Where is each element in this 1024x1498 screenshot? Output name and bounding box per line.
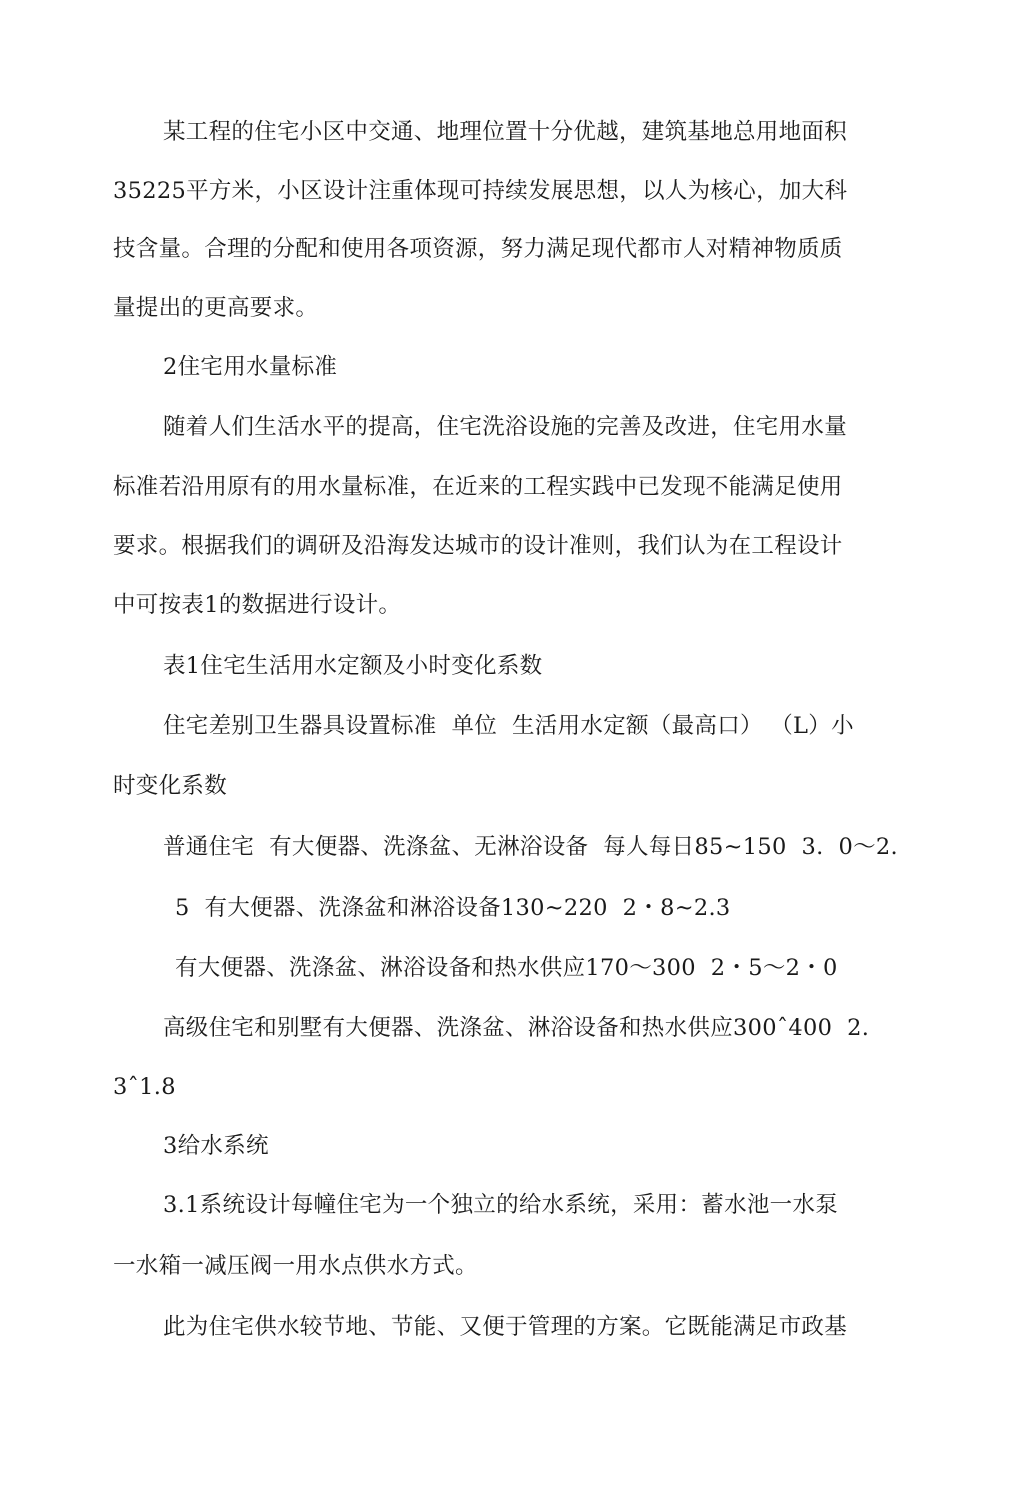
text-line: 量提出的更高要求。 (113, 295, 319, 321)
text-line: 随着人们生活水平的提高，住宅洗浴设施的完善及改进，住宅用水量 (163, 414, 848, 440)
text-line: 标准若沿用原有的用水量标准，在近来的工程实践中已发现不能满足使用 (113, 474, 843, 500)
text-line: 中可按表1的数据进行设计。 (113, 592, 402, 618)
table-row-line: 有大便器、洗涤盆、淋浴设备和热水供应170～300 2・5～2・0 (175, 955, 838, 981)
text-line: 一水箱一减压阀一用水点供水方式。 (113, 1253, 478, 1279)
text-line: 此为住宅供水较节地、节能、又便于管理的方案。它既能满足市政基 (163, 1314, 848, 1340)
text-line: 要求。根据我们的调研及沿海发达城市的设计准则，我们认为在工程设计 (113, 533, 843, 559)
text-line: 35225平方米，小区设计注重体现可持续发展思想，以人为核心，加大科 (113, 178, 848, 204)
table-row-line: 3ˆ1.8 (113, 1074, 176, 1100)
text-line: 3.1系统设计每幢住宅为一个独立的给水系统，采用：蓄水池一水泵 (163, 1192, 839, 1218)
table-row-line: 5 有大便器、洗涤盆和淋浴设备130~220 2・8~2.3 (175, 895, 731, 921)
section-heading: 3给水系统 (163, 1133, 269, 1159)
section-heading: 2住宅用水量标准 (163, 354, 338, 380)
text-line: 技含量。合理的分配和使用各项资源，努力满足现代都市人对精神物质质 (113, 236, 843, 262)
table-row-line: 普通住宅 有大便器、洗涤盆、无淋浴设备 每人每日85~150 3. 0～2. (163, 834, 898, 860)
text-line: 某工程的住宅小区中交通、地理位置十分优越，建筑基地总用地面积 (163, 119, 848, 145)
table-title: 表1住宅生活用水定额及小时变化系数 (163, 653, 543, 679)
table-header-line: 住宅差别卫生器具设置标准 单位 生活用水定额（最高口） （L）小 (163, 713, 854, 739)
table-row-line: 高级住宅和别墅有大便器、洗涤盆、淋浴设备和热水供应300ˆ400 2. (163, 1015, 870, 1041)
table-header-line: 时变化系数 (113, 773, 228, 799)
